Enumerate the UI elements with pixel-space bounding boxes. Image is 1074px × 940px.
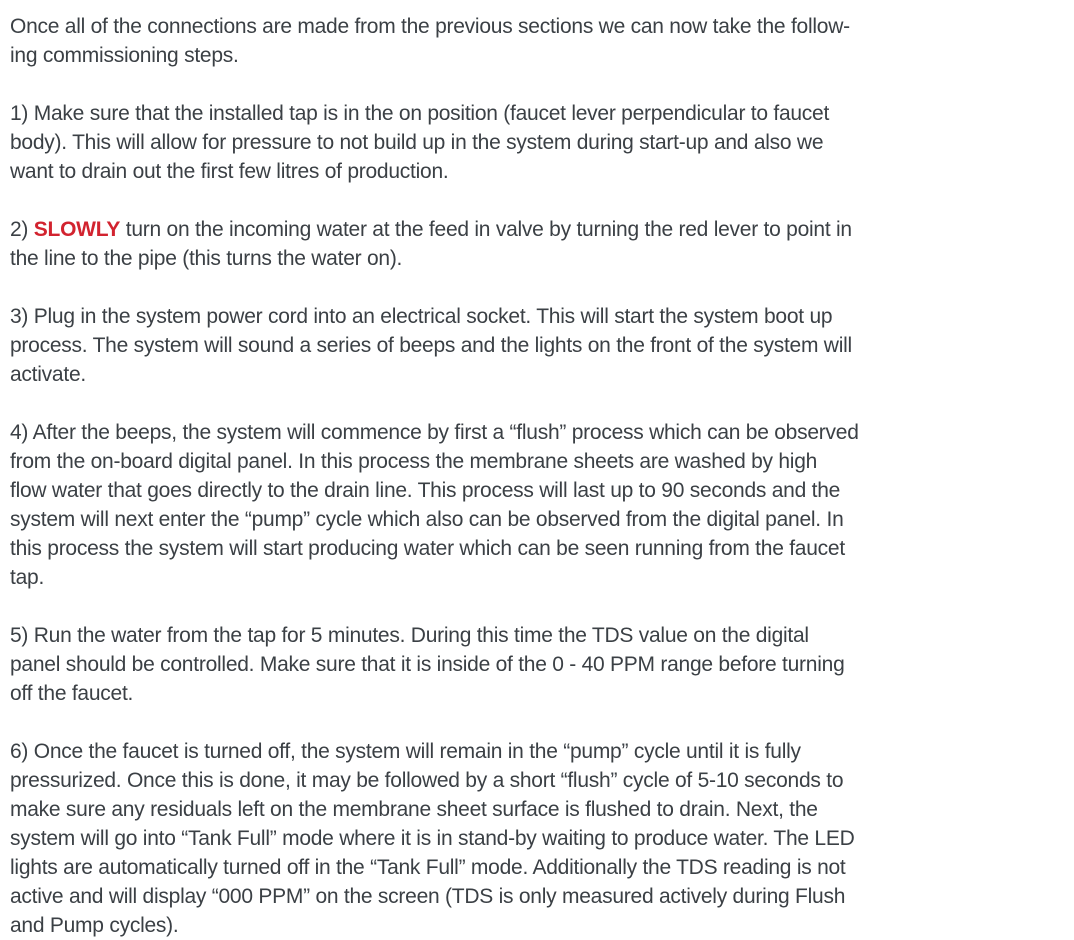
text-line <box>10 447 1066 476</box>
paragraph <box>10 302 1066 389</box>
text-run: off the faucet. <box>10 682 134 705</box>
text-line <box>10 476 1066 505</box>
text-line <box>10 244 1066 273</box>
text-run: 4) After the beeps, the system will commence by first a “flush” process which can be observed <box>10 421 859 444</box>
text-run: make sure any residuals left on the membrane sheet surface is flushed to drain. Next, the <box>10 798 818 821</box>
text-line <box>10 99 1066 128</box>
text-line <box>10 563 1066 592</box>
text-line <box>10 12 1066 41</box>
text-line <box>10 824 1066 853</box>
paragraph <box>10 12 1066 70</box>
text-run: 1) Make sure that the installed tap is in the on position (faucet lever perpendicular to faucet <box>10 102 830 125</box>
text-run: want to drain out the first few litres of production. <box>10 160 449 183</box>
text-run: flow water that goes directly to the drain line. This process will last up to 90 seconds and the <box>10 479 841 502</box>
text-line <box>10 534 1066 563</box>
text-line <box>10 418 1066 447</box>
text-line <box>10 505 1066 534</box>
text-run: 5) Run the water from the tap for 5 minutes. During this time the TDS value on the digital <box>10 624 809 647</box>
text-run: this process the system will start producing water which can be seen running from the faucet <box>10 537 845 560</box>
text-line <box>10 766 1066 795</box>
text-run: from the on-board digital panel. In this process the membrane sheets are washed by high <box>10 450 818 473</box>
paragraph <box>10 215 1066 273</box>
text-line <box>10 360 1066 389</box>
paragraph <box>10 418 1066 592</box>
paragraph <box>10 621 1066 708</box>
text-run: panel should be controlled. Make sure that it is inside of the 0 - 40 PPM range before turning <box>10 653 845 676</box>
text-line <box>10 795 1066 824</box>
text-run: turn on the incoming water at the feed in valve by turning the red lever to point in <box>120 218 852 241</box>
paragraph <box>10 737 1066 940</box>
document-body <box>10 12 1066 940</box>
text-run: Once all of the connections are made from the previous sections we can now take the follow- <box>10 15 850 38</box>
text-run: tap. <box>10 566 45 589</box>
text-run: ing commissioning steps. <box>10 44 239 67</box>
text-run: 2) <box>10 218 34 241</box>
text-line <box>10 41 1066 70</box>
paragraph <box>10 99 1066 186</box>
text-run: process. The system will sound a series of beeps and the lights on the front of the system will <box>10 334 852 357</box>
text-run: system will go into “Tank Full” mode where it is in stand-by waiting to produce water. The LED <box>10 827 855 850</box>
text-line <box>10 128 1066 157</box>
text-run: 6) Once the faucet is turned off, the system will remain in the “pump” cycle until it is fully <box>10 740 801 763</box>
text-line <box>10 737 1066 766</box>
text-run: system will next enter the “pump” cycle which also can be observed from the digital panel. In <box>10 508 844 531</box>
text-line <box>10 679 1066 708</box>
text-run: 3) Plug in the system power cord into an electrical socket. This will start the system boot up <box>10 305 833 328</box>
text-line <box>10 302 1066 331</box>
warning-emphasis: SLOWLY <box>33 218 121 241</box>
text-run: activate. <box>10 363 86 386</box>
text-run: pressurized. Once this is done, it may be followed by a short “flush” cycle of 5-10 seconds to <box>10 769 844 792</box>
text-line <box>10 650 1066 679</box>
text-run: lights are automatically turned off in the “Tank Full” mode. Additionally the TDS reading is not <box>10 856 846 879</box>
text-line <box>10 215 1066 244</box>
text-run: the line to the pipe (this turns the water on). <box>10 247 403 270</box>
text-line <box>10 157 1066 186</box>
text-run: body). This will allow for pressure to not build up in the system during start-up and also we <box>10 131 824 154</box>
text-line <box>10 853 1066 882</box>
text-line <box>10 911 1066 940</box>
text-run: active and will display “000 PPM” on the screen (TDS is only measured actively during Flush <box>10 885 846 908</box>
text-line <box>10 882 1066 911</box>
text-run: and Pump cycles). <box>10 914 179 937</box>
text-line <box>10 331 1066 360</box>
text-line <box>10 621 1066 650</box>
